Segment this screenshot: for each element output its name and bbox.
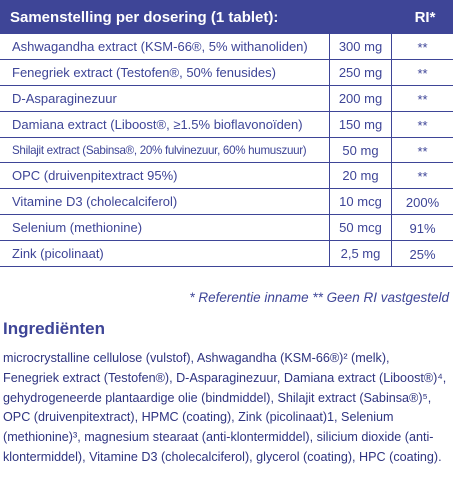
ingredient-ri: **	[417, 39, 428, 55]
ingredient-name: Selenium (methionine)	[12, 220, 143, 236]
ingredient-amount: 150 mg	[329, 112, 392, 137]
ingredient-ri: 25%	[409, 247, 436, 263]
ingredient-amount: 50 mcg	[329, 215, 392, 240]
ingredient-name: Shilajit extract (Sabinsa®, 20% fulvinezuur, 60% humuszuur)	[12, 143, 307, 157]
ingredients-text: microcrystalline cellulose (vulstof), Ashwagandha (KSM-66®)² (melk), Fenegriek extract (Testofen®), D-Asparaginezuur, Damiana extract (Liboost®)⁴, gehydrogeneerde plantaardige olie (bindmiddel), Shilajit extract (Sabinsa®)⁵, OPC (druivenpitextract), HPMC (coating), Zink (picolinaat)1, Selenium (methionine)³, magnesium stearaat (anti-klontermiddel), silicium dioxide (anti-klontermiddel), Vitamine D3 (cholecalciferol), glycerol (coating), HPC (coating).	[3, 351, 447, 464]
ingredient-name: OPC (druivenpitextract 95%)	[12, 168, 178, 184]
ingredient-name: Damiana extract (Liboost®, ≥1.5% bioflavonoïden)	[12, 116, 303, 132]
table-row	[0, 189, 453, 215]
ingredient-ri: 91%	[409, 221, 436, 237]
table-row	[0, 60, 453, 86]
ingredient-amount: 20 mg	[329, 163, 392, 188]
header-ri-label: RI*	[414, 8, 436, 26]
table-row	[0, 163, 453, 189]
ingredient-name: Ashwagandha extract (KSM-66®, 5% withanoliden)	[12, 38, 308, 54]
table-row	[0, 86, 453, 112]
ingredient-name: Vitamine D3 (cholecalciferol)	[12, 194, 178, 210]
ingredient-amount: 50 mg	[329, 138, 392, 163]
ingredient-ri: **	[417, 65, 428, 81]
ri-footnote: * Referentie inname ** Geen RI vastgesteld	[189, 290, 449, 305]
table-row	[0, 138, 453, 164]
table-row	[0, 241, 453, 267]
ingredient-ri: **	[417, 143, 428, 159]
table-row	[0, 112, 453, 138]
ingredient-ri: **	[417, 117, 428, 133]
ingredient-name: D-Asparaginezuur	[12, 90, 117, 106]
table-header	[0, 0, 453, 34]
ingredient-amount: 2,5 mg	[329, 241, 392, 266]
ingredient-ri: 200%	[405, 195, 440, 211]
ingredient-ri: **	[417, 91, 428, 107]
table-row	[0, 215, 453, 241]
ingredient-amount: 200 mg	[329, 86, 392, 111]
ingredient-ri: **	[417, 169, 428, 185]
ingredient-name: Fenegriek extract (Testofen®, 50% fenusides)	[12, 64, 276, 80]
ingredient-amount: 300 mg	[329, 34, 392, 59]
ingredient-amount: 250 mg	[329, 60, 392, 85]
header-composition-label: Samenstelling per dosering (1 tablet):	[10, 8, 279, 26]
ingredient-name: Zink (picolinaat)	[12, 246, 104, 262]
ingredient-amount: 10 mcg	[329, 189, 392, 214]
table-row	[0, 34, 453, 60]
ingredients-heading: Ingrediënten	[3, 319, 106, 338]
